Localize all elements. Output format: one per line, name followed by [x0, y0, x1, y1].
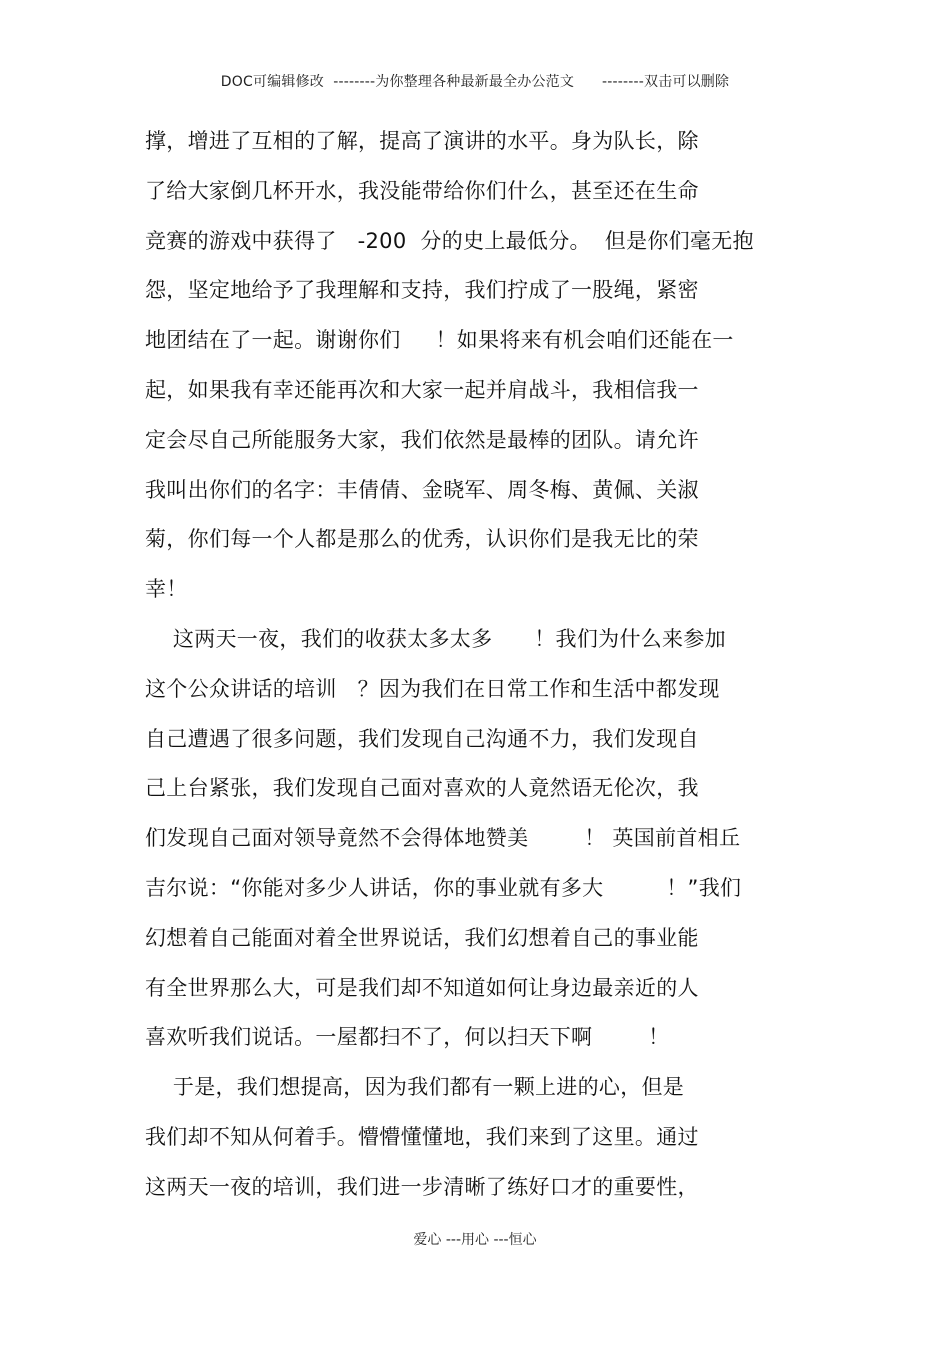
text-line: 了给大家倒几杯开水，我没能带给你们什么，甚至还在生命 — [145, 178, 699, 203]
text-line: 撑，增进了互相的了解，提高了演讲的水平。身为队长，除 — [145, 129, 699, 153]
text-line: 菊，你们每一个人都是那么的优秀，认识你们是我无比的荣 — [145, 527, 699, 552]
text-line: 于是，我们想提高，因为我们都有一颗上进的心，但是 — [145, 1075, 685, 1100]
document-body — [145, 124, 845, 1220]
text-line: 吉尔说：“你能对多少人讲话，你的事业就有多大 ！”我们 — [145, 875, 742, 900]
text-line: 我叫出你们的名字：丰倩倩、金晓军、周冬梅、黄佩、关淑 — [145, 477, 699, 502]
text-line: 有全世界那么大，可是我们却不知道如何让身边最亲近的人 — [145, 975, 699, 1000]
text-line: 幻想着自己能面对着全世界说话，我们幻想着自己的事业能 — [145, 925, 699, 950]
page-header: DOC可编辑修改 --------为你整理各种最新最全办公范文 --------双击可以删除 — [220, 74, 730, 90]
text-line: 这两天一夜，我们的收获太多太多 ！我们为什么来参加 — [145, 626, 726, 651]
text-line: 定会尽自己所能服务大家，我们依然是最棒的团队。请允许 — [145, 427, 699, 452]
text-line: 幸！ — [145, 577, 188, 602]
text-line: 自己遭遇了很多问题，我们发现自己沟通不力，我们发现自 — [145, 726, 699, 751]
text-line: 起，如果我有幸还能再次和大家一起并肩战斗，我相信我一 — [145, 377, 699, 402]
page-footer: 爱心 ---用心 ---恒心 — [413, 1232, 537, 1248]
text-line: 喜欢听我们说话。一屋都扫不了，何以扫天下啊 ！ — [145, 1025, 670, 1050]
text-line: 地团结在了一起。谢谢你们 ！如果将来有机会咱们还能在一 — [145, 328, 734, 353]
text-line: 竞赛的游戏中获得了 -200 分的史上最低分。 但是你们毫无抱 — [145, 228, 754, 253]
text-line: 己上台紧张，我们发现自己面对喜欢的人竟然语无伦次，我 — [145, 776, 699, 801]
text-line: 怨，坚定地给予了我理解和支持，我们拧成了一股绳，紧密 — [145, 278, 699, 303]
text-line: 这两天一夜的培训，我们进一步清晰了练好口才的重要性， — [145, 1174, 699, 1199]
text-line: 我们却不知从何着手。懵懵懂懂地，我们来到了这里。通过 — [145, 1124, 699, 1149]
text-line: 们发现自己面对领导竟然不会得体地赞美 ！ 英国前首相丘 — [145, 826, 741, 851]
text-line: 这个公众讲话的培训 ？因为我们在日常工作和生活中都发现 — [145, 676, 720, 701]
